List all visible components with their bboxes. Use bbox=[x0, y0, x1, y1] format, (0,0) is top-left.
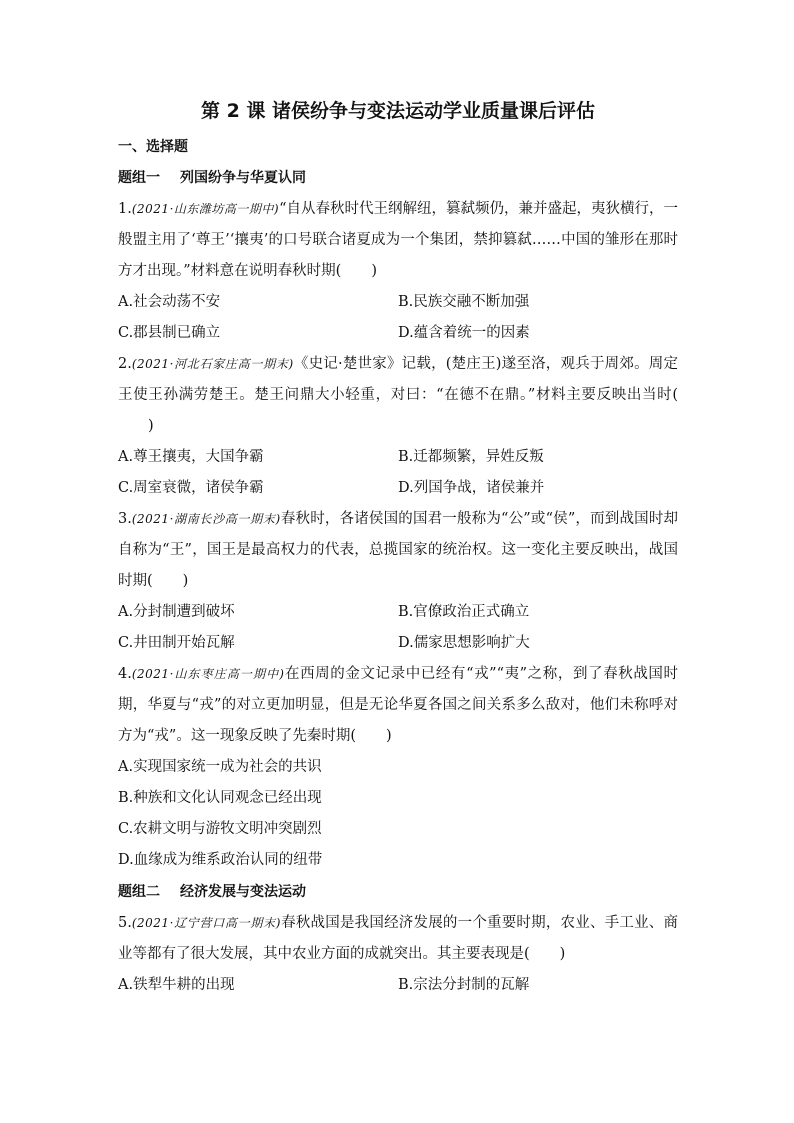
question-number: 2. bbox=[118, 356, 132, 372]
question-number: 4. bbox=[118, 666, 132, 682]
question-close: ) bbox=[371, 263, 377, 279]
question-text: 春秋时，各诸侯国的国君一般称为“公”或“侯”，而到战国时却自称为“王”，国王是最高权力的代表，总揽国家的统治权。这一变化主要反映出，战国时期( bbox=[118, 511, 678, 589]
question-1 bbox=[118, 194, 678, 287]
question-number: 1. bbox=[118, 201, 132, 217]
group-label: 题组一 bbox=[118, 170, 160, 186]
option-d: D.蕴含着统一的因素 bbox=[398, 325, 530, 341]
options-1 bbox=[118, 287, 678, 349]
question-source: (2021·辽宁营口高一期末) bbox=[131, 916, 281, 930]
option-c: C.农耕文明与游牧文明冲突剧烈 bbox=[118, 821, 322, 837]
question-close: ) bbox=[182, 573, 189, 589]
option-d: D.列国争战，诸侯兼并 bbox=[398, 480, 545, 496]
option-b: B.官僚政治正式确立 bbox=[398, 604, 530, 620]
option-c: C.郡县制已确立 bbox=[118, 325, 221, 341]
page-title: 第 2 课 诸侯纷争与变法运动学业质量课后评估 bbox=[200, 100, 596, 122]
question-number: 3. bbox=[118, 511, 132, 527]
group-heading-1 bbox=[118, 162, 678, 194]
option-c: C.周室衰微，诸侯争霸 bbox=[118, 480, 264, 496]
group-name: 列国纷争与华夏认同 bbox=[180, 170, 306, 186]
question-text: 春秋战国是我国经济发展的一个重要时期，农业、手工业、商业等都有了很大发展，其中农业方面的成就突出。其主要表现是( bbox=[118, 915, 678, 962]
question-source: (2021·山东潍坊高一期中) bbox=[131, 202, 280, 216]
option-d: D.儒家思想影响扩大 bbox=[398, 635, 530, 651]
option-b: B.宗法分封制的瓦解 bbox=[398, 977, 530, 993]
question-text: “自从春秋时代王纲解纽，篡弑频仍，兼并盛起，夷狄横行，一般盟主用了‘尊王’‘攘夷’的口号联合诸夏成为一个集团，禁抑篡弑……中国的雏形在那时方才出现。”材料意在说明春秋时期( bbox=[118, 201, 679, 279]
option-a: A.铁犁牛耕的出现 bbox=[118, 977, 235, 993]
group-label: 题组二 bbox=[118, 884, 160, 900]
group-name: 经济发展与变法运动 bbox=[180, 884, 306, 900]
option-a: A.尊王攘夷，大国争霸 bbox=[118, 449, 264, 465]
option-c: C.井田制开始瓦解 bbox=[118, 635, 235, 651]
question-5 bbox=[118, 908, 678, 970]
option-a: A.实现国家统一成为社会的共识 bbox=[118, 759, 322, 775]
group-heading-2 bbox=[118, 876, 678, 908]
question-source: (2021·山东枣庄高一期中) bbox=[131, 667, 285, 681]
option-b: B.迁都频繁，异姓反叛 bbox=[398, 449, 544, 465]
question-4 bbox=[118, 659, 678, 752]
worksheet-page bbox=[118, 96, 678, 1001]
question-source: (2021·河北石家庄高一期末) bbox=[131, 357, 294, 371]
options-5 bbox=[118, 970, 678, 1001]
option-a: A.社会动荡不安 bbox=[118, 294, 221, 310]
options-2 bbox=[118, 442, 678, 504]
option-b: B.种族和文化认同观念已经出现 bbox=[118, 790, 322, 806]
question-close: ) bbox=[385, 728, 392, 744]
option-d: D.血缘成为维系政治认同的纽带 bbox=[118, 852, 323, 868]
option-a: A.分封制遭到破坏 bbox=[118, 604, 235, 620]
option-b: B.民族交融不断加强 bbox=[398, 294, 530, 310]
question-3 bbox=[118, 504, 678, 597]
options-4 bbox=[118, 752, 678, 876]
question-2 bbox=[118, 349, 678, 442]
question-close: ) bbox=[559, 946, 566, 962]
question-number: 5. bbox=[118, 915, 132, 931]
options-3 bbox=[118, 597, 678, 659]
question-close: ) bbox=[148, 418, 154, 434]
question-source: (2021·湖南长沙高一期末) bbox=[131, 512, 281, 526]
question-text: 《史记·楚世家》记载，(楚庄王)遂至洛，观兵于周郊。周定王使王孙满劳楚王。楚王问鼎大小轻重，对曰：“在德不在鼎。”材料主要反映出当时( bbox=[118, 356, 678, 403]
question-text: 在西周的金文记录中已经有“戎”“夷”之称，到了春秋战国时期，华夏与“戎”的对立更加明显，但是无论华夏各国之间关系多么敌对，他们未称呼对方为“戎”。这一现象反映了先秦时期( bbox=[118, 666, 679, 744]
section-heading: 一、选择题 bbox=[118, 139, 188, 155]
